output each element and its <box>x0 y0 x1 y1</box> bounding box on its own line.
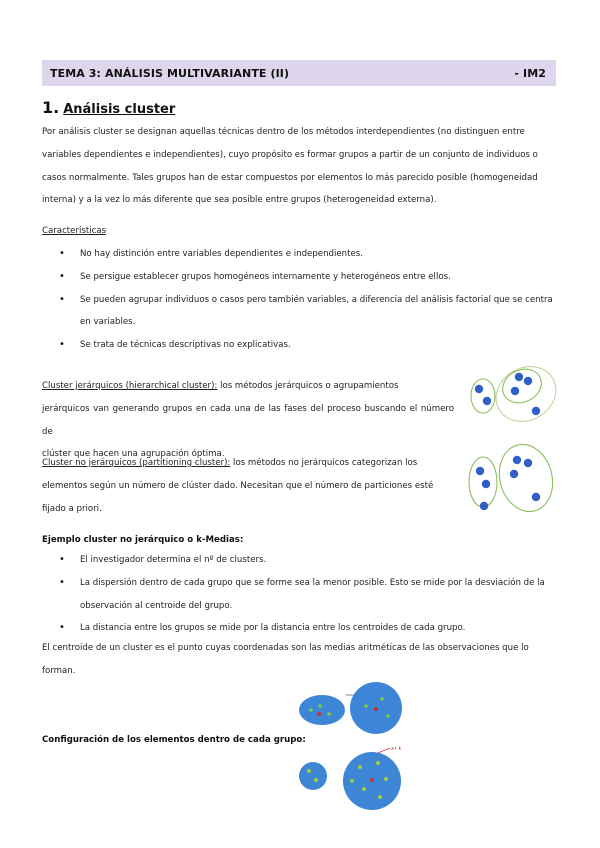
member-point <box>378 795 382 799</box>
data-point <box>532 493 540 501</box>
caracteristicas-heading: Características <box>42 226 107 236</box>
list-item-continuation: en variables. <box>80 317 136 328</box>
centroid-point <box>317 712 321 716</box>
bullet-icon: • <box>59 248 65 259</box>
cluster-hull <box>497 363 547 409</box>
bullet-icon: • <box>59 576 65 588</box>
paragraph-line: forman. <box>42 665 76 676</box>
caracteristicas-list <box>42 243 556 357</box>
paragraph-line: El centroide de un cluster es el punto cuyas coordenadas son las medias aritméticas de las observaciones que lo <box>42 643 529 653</box>
data-point <box>476 467 484 475</box>
no-jerarquicos-paragraph: Cluster no jerárquicos (partitioning cluster): los métodos no jerárquicos categorizan los elementos según un número de clúster dado. Necesitan que el número de particiones esté fijado a priori. <box>42 452 454 520</box>
section-heading <box>42 98 175 117</box>
list-item-continuation: observación al centroide del grupo. <box>80 600 233 611</box>
member-point <box>307 769 311 773</box>
cluster-hull <box>471 379 495 413</box>
data-point <box>532 407 540 415</box>
member-point <box>350 779 354 783</box>
partitioning-cluster-figure <box>466 444 558 524</box>
member-point <box>362 787 366 791</box>
intro-line: variables dependientes e independientes), cuyo propósito es formar grupos a partir de un conjunto de individuos o <box>42 149 538 160</box>
member-point <box>318 704 322 708</box>
list-item: • No hay distinción entre variables dependientes e independientes. <box>42 243 556 266</box>
data-point <box>515 373 523 381</box>
within-group-figure <box>298 745 410 815</box>
data-point <box>483 397 491 405</box>
section-title: Análisis cluster <box>63 102 176 117</box>
data-point <box>524 377 532 385</box>
member-point <box>364 704 368 708</box>
member-point <box>314 778 318 782</box>
member-point <box>327 712 331 716</box>
figure-label: x• k <box>391 746 402 752</box>
list-item: • El investigador determina el nº de clusters. <box>42 549 556 572</box>
deviation-line <box>378 748 390 753</box>
intro-line: casos normalmente. Tales grupos han de estar compuestos por elementos lo más parecido posible (homogeneidad <box>42 172 538 183</box>
data-point <box>480 502 488 510</box>
hierarchical-cluster-figure <box>466 360 558 436</box>
data-point <box>524 459 532 467</box>
data-point <box>511 387 519 395</box>
kmedias-list <box>42 549 556 640</box>
intro-line: Por análisis cluster se designan aquellas técnicas dentro de los métodos interdependientes (no distinguen entre <box>42 127 525 137</box>
centroid-distance-figure <box>296 678 406 738</box>
member-point <box>380 697 384 701</box>
data-point <box>510 470 518 478</box>
data-point <box>482 480 490 488</box>
header-course: - IM2 <box>514 66 546 80</box>
configuracion-heading: Configuración de los elementos dentro de cada grupo: <box>42 735 306 745</box>
member-point <box>358 765 362 769</box>
member-point <box>384 777 388 781</box>
page-header <box>42 60 556 86</box>
bullet-icon: • <box>59 554 65 565</box>
paragraph-line: jerárquicos van generando grupos en cada una de las fases del proceso buscando el número de <box>42 403 454 437</box>
jerarquicos-paragraph: Cluster jerárquicos (hierarchical cluster): los métodos jerárquicos o agrupamientos jerárquicos van generando grupos en cada una de las fases del proceso buscando el número de clúster que hacen una agrupación óptima. <box>42 375 454 466</box>
data-point <box>475 385 483 393</box>
cluster-blob <box>299 762 327 790</box>
centroid-point <box>374 707 378 711</box>
member-point <box>386 714 390 718</box>
jerarquicos-term: Cluster jerárquicos (hierarchical cluster): <box>42 381 218 391</box>
intro-line: interna) y a la vez lo más diferente que sea posible entre grupos (heterogeneidad externa). <box>42 195 437 206</box>
kmedias-heading: Ejemplo cluster no jerárquico o k-Medias: <box>42 535 244 545</box>
paragraph-line: elementos según un número de clúster dado. Necesitan que el número de particiones esté <box>42 480 434 491</box>
list-item: • La distancia entre los grupos se mide por la distancia entre los centroides de cada grupo. <box>42 617 556 640</box>
member-point <box>309 708 313 712</box>
section-number: 1. <box>42 98 60 117</box>
intro-paragraph <box>42 121 556 212</box>
list-item: • Se persigue establecer grupos homogéneos internamente y heterogéneos entre ellos. <box>42 266 556 289</box>
cluster-hull <box>492 438 560 517</box>
centroid-point <box>370 778 374 782</box>
header-title: TEMA 3: ANÁLISIS MULTIVARIANTE (II) <box>50 66 290 80</box>
bullet-icon: • <box>59 339 65 351</box>
paragraph-line: clúster que hacen una agrupación óptima. <box>42 449 225 460</box>
cluster-hull <box>486 356 566 432</box>
no-jerarquicos-term: Cluster no jerárquicos (partitioning cluster): <box>42 458 231 468</box>
data-point <box>513 456 521 464</box>
bullet-icon: • <box>59 270 65 282</box>
member-point <box>376 761 380 765</box>
list-item: • Se trata de técnicas descriptivas no explicativas. <box>42 334 556 357</box>
bullet-icon: • <box>59 293 65 305</box>
bullet-icon: • <box>59 622 65 634</box>
centroide-paragraph <box>42 637 556 683</box>
paragraph-line: fijado a priori. <box>42 503 102 514</box>
list-item: • La dispersión dentro de cada grupo que se forme sea la menor posible. Esto se mide por la desviación de la <box>42 572 556 595</box>
list-item: • Se pueden agrupar individuos o casos pero también variables, a diferencia del análisis factorial que se centra <box>42 289 556 312</box>
cluster-blob <box>299 695 345 725</box>
